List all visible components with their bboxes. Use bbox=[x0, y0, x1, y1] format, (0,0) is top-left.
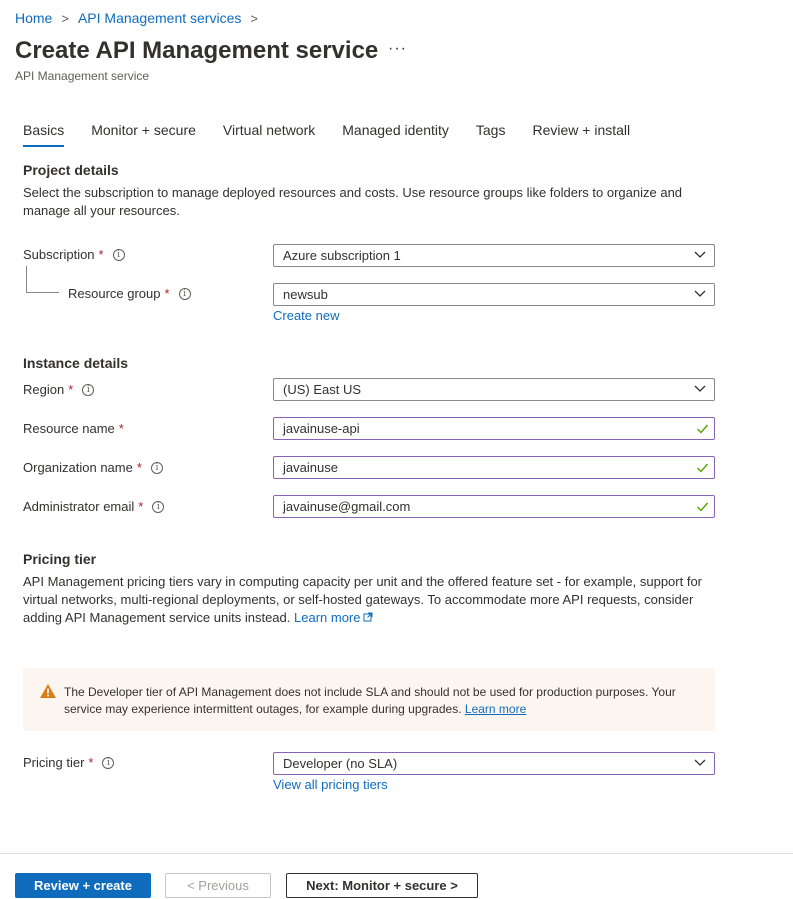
region-select[interactable] bbox=[273, 378, 715, 401]
pricing-tier-description bbox=[23, 573, 702, 627]
more-options-icon[interactable]: ··· bbox=[388, 40, 407, 57]
chevron-right-icon: > bbox=[61, 10, 69, 26]
administrator-email-label bbox=[23, 499, 164, 514]
info-icon[interactable]: i bbox=[179, 288, 191, 300]
next-button[interactable]: Next: Monitor + secure > bbox=[286, 873, 478, 898]
description-text: adding API Management service units instead. bbox=[23, 610, 291, 625]
resource-name-label bbox=[23, 421, 124, 436]
external-link-icon bbox=[363, 612, 373, 622]
resource-name-input[interactable] bbox=[273, 417, 715, 440]
info-icon[interactable]: i bbox=[82, 384, 94, 396]
tab-monitor-secure[interactable]: Monitor + secure bbox=[91, 122, 196, 138]
description-line: Select the subscription to manage deployed resources and costs. Use resource groups like folders to organize and bbox=[23, 185, 683, 200]
developer-tier-warning bbox=[23, 668, 715, 731]
label-text: Resource group bbox=[68, 286, 161, 301]
label-text: Subscription bbox=[23, 247, 95, 262]
tab-basics[interactable]: Basics bbox=[23, 122, 64, 147]
learn-more-link[interactable] bbox=[294, 610, 372, 625]
description-line bbox=[23, 609, 702, 627]
input-value: javainuse-api bbox=[283, 421, 360, 436]
breadcrumb-api-management-services[interactable]: API Management services bbox=[77, 10, 242, 26]
required-marker: * bbox=[68, 382, 74, 397]
label-text: Pricing tier bbox=[23, 755, 85, 770]
page-subtitle: API Management service bbox=[15, 69, 150, 83]
select-value: (US) East US bbox=[283, 382, 362, 397]
chevron-down-icon bbox=[694, 250, 706, 260]
warning-icon bbox=[39, 683, 57, 699]
breadcrumb-home[interactable]: Home bbox=[15, 10, 53, 26]
pricing-tier-label bbox=[23, 755, 114, 770]
chevron-down-icon bbox=[694, 289, 706, 299]
required-marker: * bbox=[118, 421, 124, 436]
page-title: Create API Management service bbox=[15, 37, 379, 64]
select-value: Azure subscription 1 bbox=[283, 248, 401, 263]
organization-name-label bbox=[23, 460, 163, 475]
tab-bar bbox=[23, 122, 657, 147]
tab-managed-identity[interactable]: Managed identity bbox=[342, 122, 449, 138]
tab-tags[interactable]: Tags bbox=[475, 122, 506, 138]
organization-name-input[interactable] bbox=[273, 456, 715, 479]
create-new-link[interactable]: Create new bbox=[273, 308, 340, 323]
chevron-down-icon bbox=[694, 758, 706, 768]
warning-text: service may experience intermittent outages, for example during upgrades. bbox=[64, 702, 462, 716]
label-text: Region bbox=[23, 382, 65, 397]
label-text: Resource name bbox=[23, 421, 115, 436]
info-icon[interactable]: i bbox=[152, 501, 164, 513]
warning-line: The Developer tier of API Management does not include SLA and should not be used for production purposes. Your bbox=[64, 685, 676, 699]
subscription-label bbox=[23, 247, 125, 262]
info-icon[interactable]: i bbox=[151, 462, 163, 474]
project-details-heading: Project details bbox=[23, 162, 119, 178]
view-all-pricing-tiers-link[interactable]: View all pricing tiers bbox=[273, 777, 388, 792]
select-value: Developer (no SLA) bbox=[283, 756, 398, 771]
checkmark-icon bbox=[696, 500, 709, 513]
administrator-email-input[interactable] bbox=[273, 495, 715, 518]
checkmark-icon bbox=[696, 422, 709, 435]
instance-details-heading: Instance details bbox=[23, 355, 129, 371]
review-create-button[interactable]: Review + create bbox=[15, 873, 151, 898]
project-details-description bbox=[23, 184, 682, 220]
pricing-tier-select[interactable] bbox=[273, 752, 715, 775]
required-marker: * bbox=[138, 499, 144, 514]
subscription-select[interactable] bbox=[273, 244, 715, 267]
description-line: manage all your resources. bbox=[23, 203, 180, 218]
required-marker: * bbox=[98, 247, 104, 262]
warning-line bbox=[64, 701, 704, 718]
description-line: virtual networks, multi-regional deployments, or self-hosted gateways. To accommodate more API requests, consider bbox=[23, 592, 694, 607]
input-value: javainuse@gmail.com bbox=[283, 499, 411, 514]
info-icon[interactable]: i bbox=[102, 757, 114, 769]
description-line: API Management pricing tiers vary in computing capacity per unit and the offered feature set - for example, support for bbox=[23, 574, 703, 589]
warning-message bbox=[64, 684, 704, 718]
resource-group-select[interactable] bbox=[273, 283, 715, 306]
tree-connector bbox=[26, 266, 27, 292]
tab-review-install[interactable]: Review + install bbox=[532, 122, 631, 138]
breadcrumb bbox=[15, 10, 267, 26]
checkmark-icon bbox=[696, 461, 709, 474]
warning-learn-more-link[interactable]: Learn more bbox=[464, 702, 527, 716]
required-marker: * bbox=[88, 755, 94, 770]
chevron-down-icon bbox=[694, 384, 706, 394]
required-marker: * bbox=[136, 460, 142, 475]
footer-divider bbox=[0, 853, 793, 854]
tree-connector bbox=[26, 292, 59, 293]
previous-button[interactable]: < Previous bbox=[165, 873, 271, 898]
tab-virtual-network[interactable]: Virtual network bbox=[222, 122, 316, 138]
chevron-right-icon: > bbox=[250, 10, 258, 26]
resource-group-label bbox=[68, 286, 191, 301]
info-icon[interactable]: i bbox=[113, 249, 125, 261]
select-value: newsub bbox=[283, 287, 328, 302]
label-text: Organization name bbox=[23, 460, 133, 475]
pricing-tier-heading: Pricing tier bbox=[23, 551, 97, 567]
link-text: Learn more bbox=[294, 610, 361, 625]
required-marker: * bbox=[164, 286, 170, 301]
input-value: javainuse bbox=[283, 460, 338, 475]
label-text: Administrator email bbox=[23, 499, 135, 514]
region-label bbox=[23, 382, 94, 397]
